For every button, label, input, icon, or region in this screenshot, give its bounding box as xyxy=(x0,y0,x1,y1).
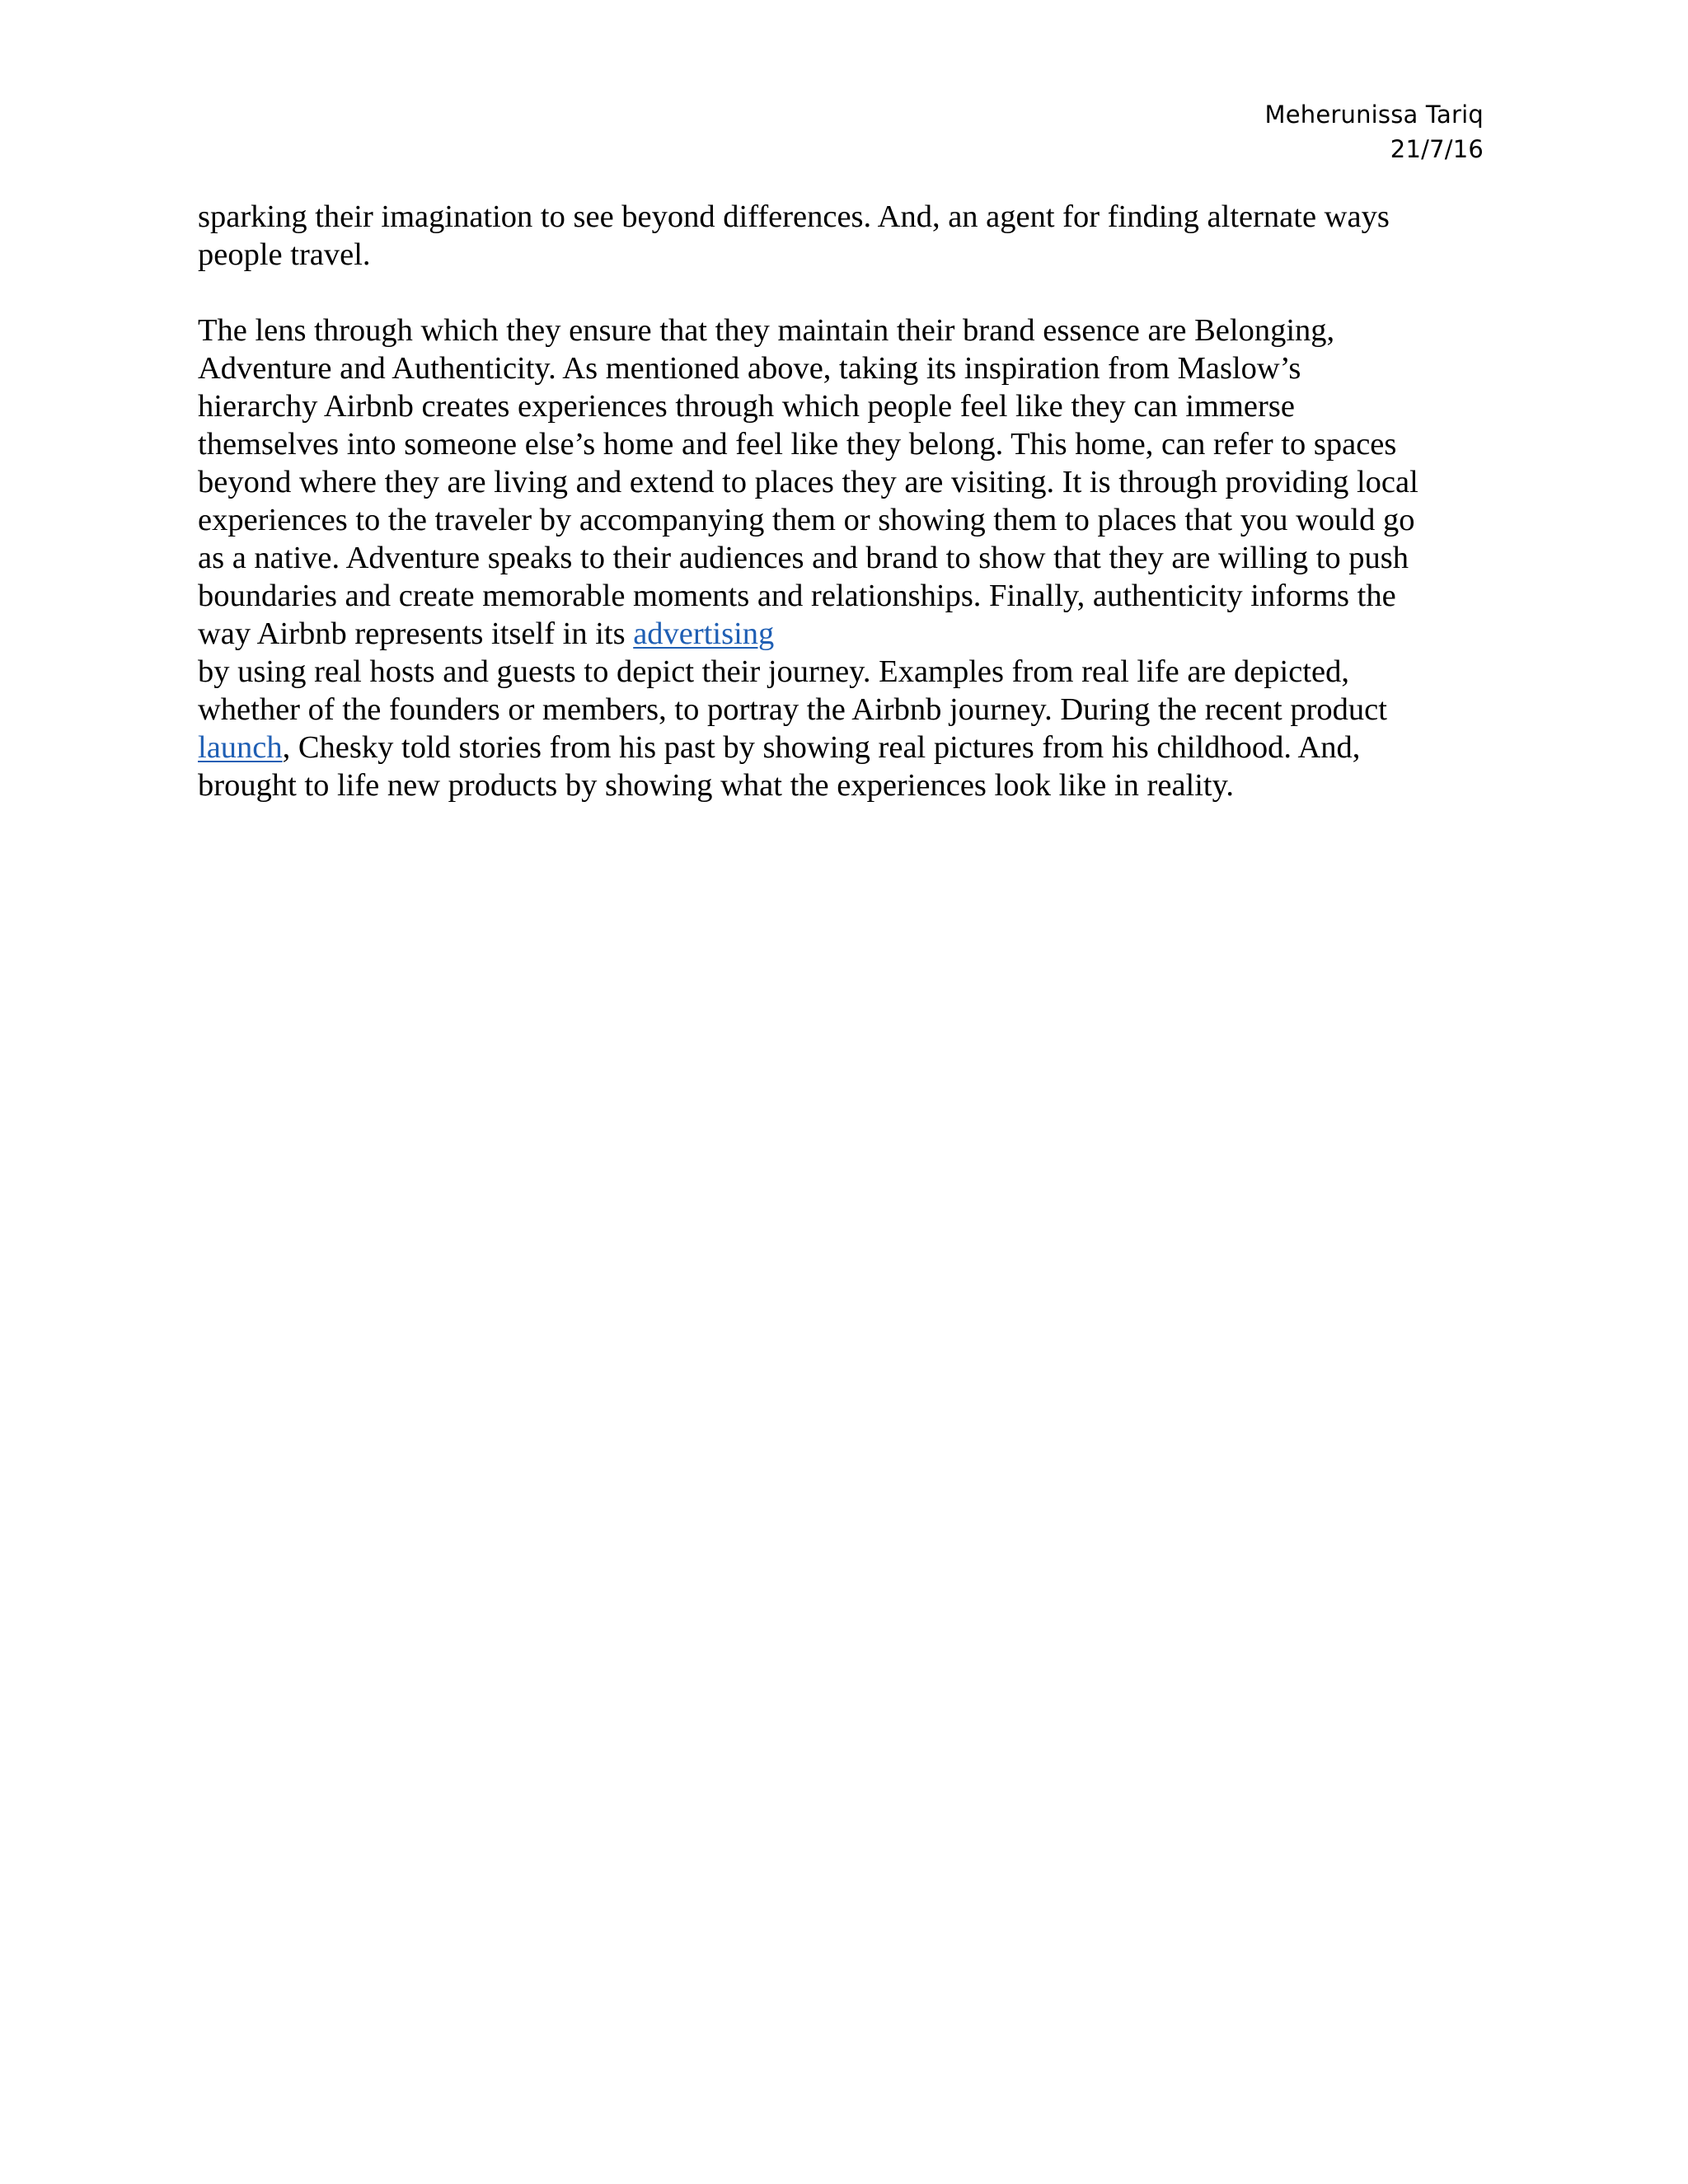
link-1-prefix: way Airbnb represents itself in its xyxy=(198,616,634,651)
header-author: Meherunissa Tariq xyxy=(1264,101,1484,129)
paragraph-1 xyxy=(198,198,1500,274)
page-header xyxy=(1264,97,1484,166)
text-line: whether of the founders or members, to portray the Airbnb journey. During the recent product xyxy=(198,692,1387,727)
text-line: as a native. Adventure speaks to their audiences and brand to show that they are willing to push xyxy=(198,541,1409,575)
header-date: 21/7/16 xyxy=(1390,135,1484,163)
text-line: Adventure and Authenticity. As mentioned above, taking its inspiration from Maslow’s xyxy=(198,351,1301,386)
text-line: brought to life new products by showing what the experiences look like in reality. xyxy=(198,768,1235,803)
text-line: hierarchy Airbnb creates experiences through which people feel like they can immerse xyxy=(198,389,1295,424)
text-line: sparking their imagination to see beyond differences. And, an agent for finding alternate ways xyxy=(198,199,1390,234)
launch-link[interactable]: launch xyxy=(198,730,283,765)
text-line-with-link xyxy=(198,615,1500,653)
advertising-link[interactable]: advertising xyxy=(633,616,775,651)
text-line: by using real hosts and guests to depict their journey. Examples from real life are depicted, xyxy=(198,654,1349,689)
text-line: boundaries and create memorable moments and relationships. Finally, authenticity informs the xyxy=(198,579,1396,613)
text-line: themselves into someone else’s home and feel like they belong. This home, can refer to spaces xyxy=(198,427,1397,462)
text-line: experiences to the traveler by accompanying them or showing them to places that you would go xyxy=(198,503,1415,537)
document-body xyxy=(198,198,1500,842)
text-line-with-link xyxy=(198,729,1500,766)
text-line: The lens through which they ensure that they maintain their brand essence are Belonging, xyxy=(198,313,1335,348)
paragraph-2 xyxy=(198,312,1500,804)
link-2-suffix: , Chesky told stories from his past by showing real pictures from his childhood. And, xyxy=(282,730,1361,765)
text-line: people travel. xyxy=(198,237,371,272)
text-line: beyond where they are living and extend to places they are visiting. It is through providing local xyxy=(198,465,1418,499)
